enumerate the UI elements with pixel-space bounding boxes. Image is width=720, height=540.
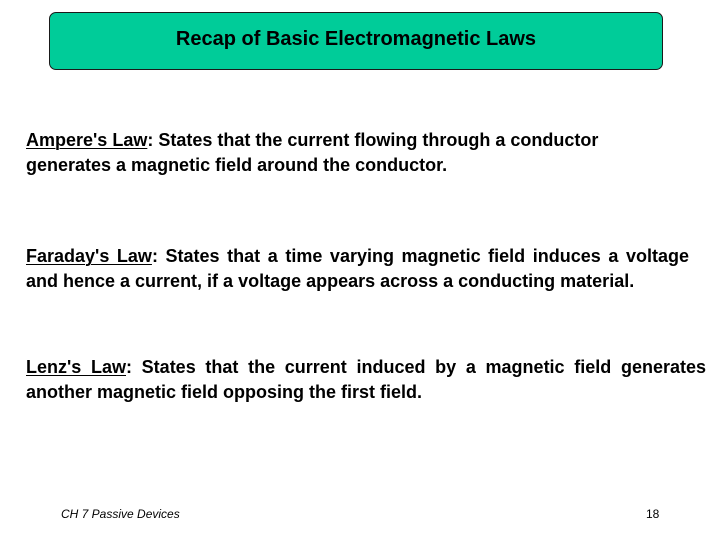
footer-chapter: CH 7 Passive Devices [61, 507, 180, 521]
law-description: : States that the current induced by a magnetic field generates another magnetic field opposing the first field. [26, 357, 706, 402]
law-name: Ampere's Law [26, 130, 148, 150]
page-number: 18 [646, 507, 660, 521]
law-name: Lenz's Law [26, 357, 126, 377]
slide-title: Recap of Basic Electromagnetic Laws [175, 27, 537, 50]
law-ampere [26, 128, 666, 178]
slide-title-box [49, 12, 663, 70]
law-lenz [26, 355, 706, 405]
law-faraday [26, 244, 689, 294]
law-description: : States that the current flowing through a conductor generates a magnetic field around the conductor. [26, 130, 599, 175]
law-description: : States that a time varying magnetic field induces a voltage and hence a current, if a voltage appears across a conducting material. [26, 246, 689, 291]
law-name: Faraday's Law [26, 246, 152, 266]
